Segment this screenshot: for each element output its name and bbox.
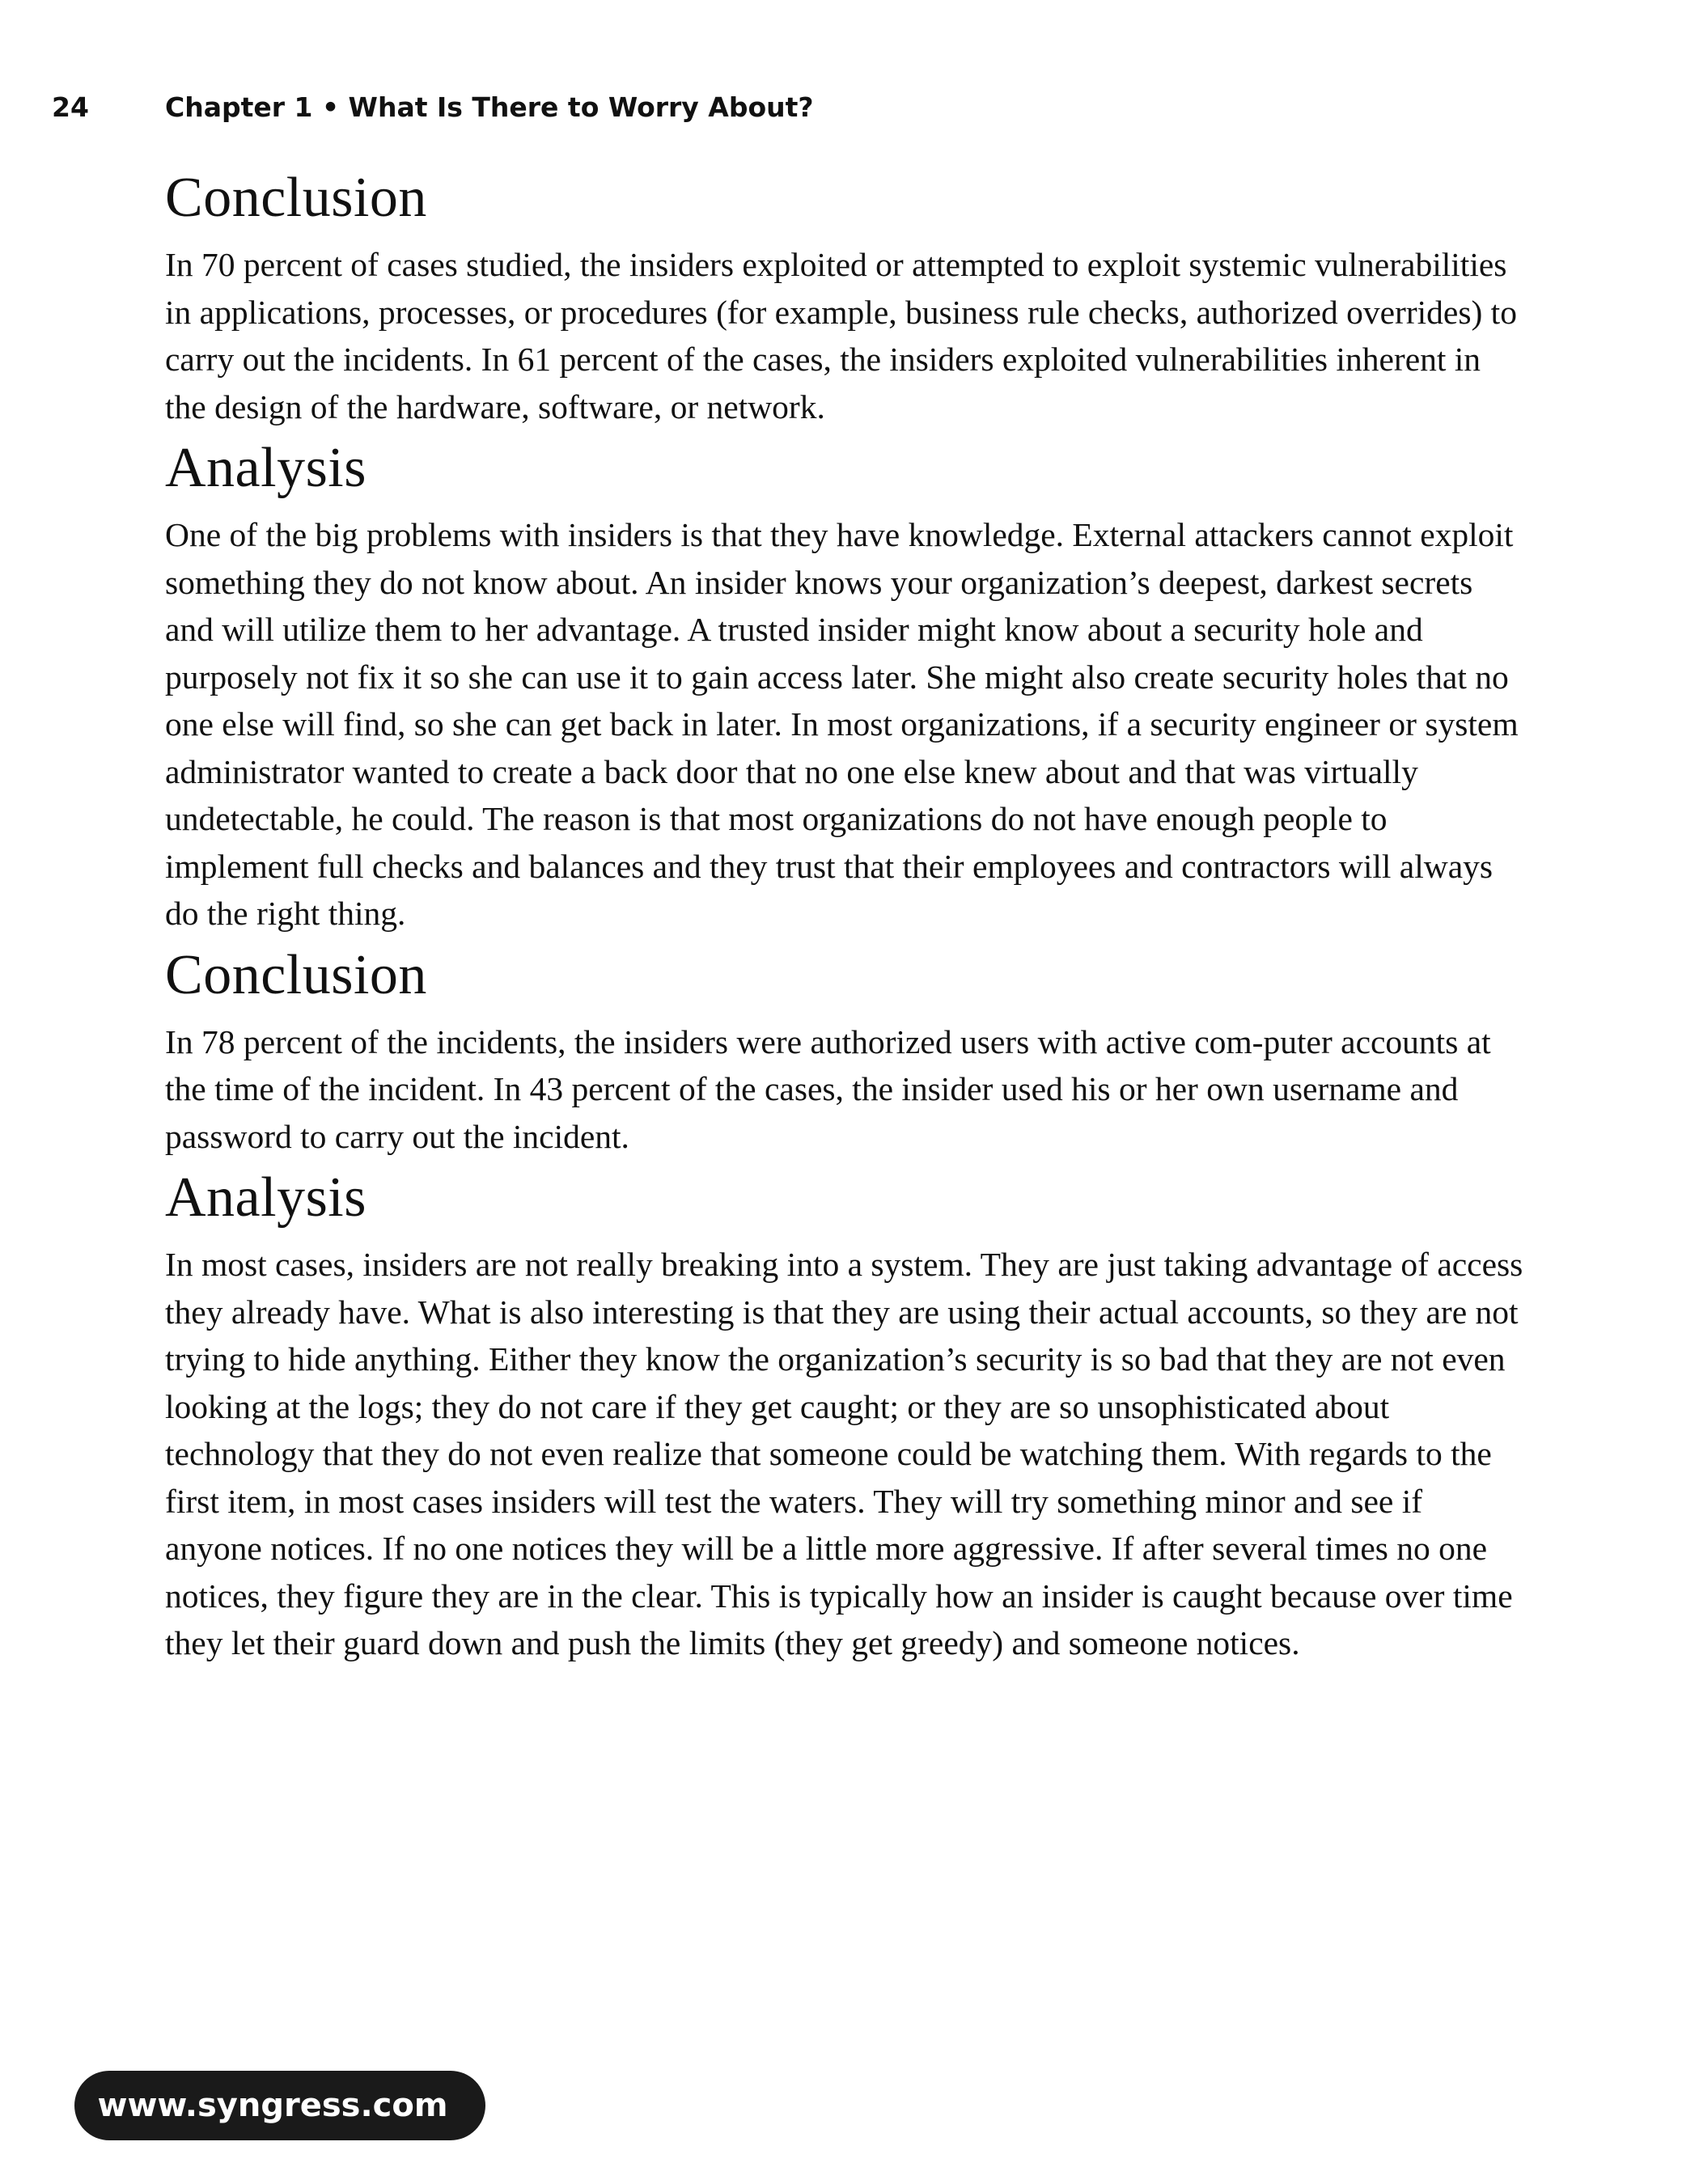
section-conclusion-2 xyxy=(165,938,1524,1161)
page-number: 24 xyxy=(52,91,89,123)
footer-url-badge: www.syngress.com xyxy=(74,2071,485,2140)
section-heading: Analysis xyxy=(165,437,366,499)
section-analysis-2 xyxy=(165,1160,1524,1667)
section-paragraph: In 78 percent of the incidents, the insiders were authorized users with active com-puter accounts at the time of the incident. In 43 percent of the cases, the insider used his or her own username and password to carry out the incident. xyxy=(165,1022,1491,1155)
running-head xyxy=(52,87,1589,128)
section-paragraph: In most cases, insiders are not really breaking into a system. They are just taking advantage of access they already have. What is also interesting is that they are using their actual accounts, so they are not trying to hide anything. Either they know the organization’s security is so bad that they are not even looking at the logs; they do not care if they get caught; or they are so unsophisticated about technology that they do not even realize that someone could be watching them. With regards to the first item, in most cases insiders will test the waters. They will try something minor and see if anyone notices. If no one notices they will be a little more aggressive. If after several times no one notices, they figure they are in the clear. This is typically how an insider is caught because over time they let their guard down and push the limits (they get greedy) and someone notices. xyxy=(165,1246,1523,1661)
section-paragraph: One of the big problems with insiders is that they have knowledge. External attackers cannot exploit something they do not know about. An insider knows your organization’s deepest, darkest secrets and will utilize them to her advantage. A trusted insider might know about a security hole and purposely not fix it so she can use it to gain access later. She might also create security holes that no one else will find, so she can get back in later. In most organizations, if a security engineer or system administrator wanted to create a back door that no one else knew about and that was virtually undetectable, he could. The reason is that most organizations do not have enough people to implement full checks and balances and they trust that their employees and contractors will always do the right thing. xyxy=(165,516,1519,932)
chapter-title: Chapter 1 • What Is There to Worry About? xyxy=(165,91,814,123)
section-heading: Analysis xyxy=(165,1166,366,1229)
section-analysis-1 xyxy=(165,430,1524,938)
section-conclusion-1 xyxy=(165,160,1524,430)
section-heading: Conclusion xyxy=(165,943,427,1006)
page-content xyxy=(165,160,1524,1667)
section-heading: Conclusion xyxy=(165,167,427,229)
section-paragraph: In 70 percent of cases studied, the insiders exploited or attempted to exploit systemic vulnerabilities in applications, processes, or procedures (for example, business rule checks, authorized overrides) to carry out the incidents. In 61 percent of the cases, the insiders exploited vulnerabilities inherent in the design of the hardware, software, or network. xyxy=(165,246,1517,425)
